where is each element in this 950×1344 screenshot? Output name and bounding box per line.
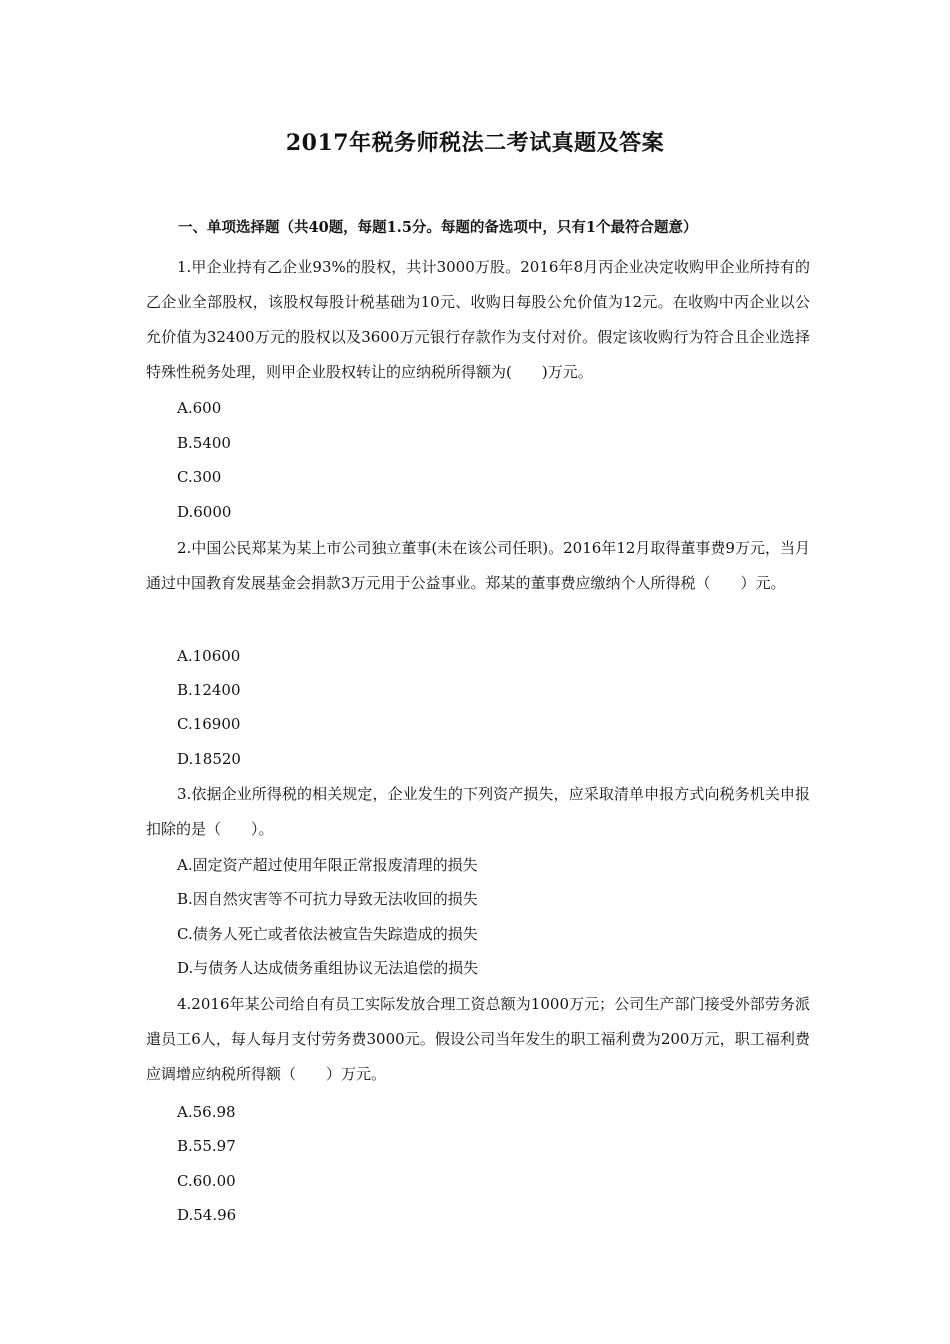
question-2-text: 2.中国公民郑某为某上市公司独立董事(未在该公司任职)。2016年12月取得董事费9万元，当月通过中国教育发展基金会捐款3万元用于公益事业。郑某的董事费应缴纳个人所得税（ ）元。 — [146, 539, 810, 592]
question-4-option-c: C.60.00 — [177, 1172, 236, 1190]
question-1-option-b: B.5400 — [177, 434, 231, 452]
question-1-option-a: A.600 — [177, 399, 222, 417]
question-text — [146, 987, 810, 1092]
question-2-option-b: B.12400 — [177, 681, 241, 699]
question-text — [146, 777, 810, 847]
question-text — [146, 531, 810, 601]
question-1-text: 1.甲企业持有乙企业93%的股权，共计3000万股。2016年8月丙企业决定收购甲企业所持有的乙企业全部股权，该股权每股计税基础为10元、收购日每股公允价值为12元。在收购中丙企业以公允价值为32400万元的股权以及3600万元银行存款作为支付对价。假定该收购行为符合且企业选择特殊性税务处理，则甲企业股权转让的应纳税所得额为( )万元。 — [146, 258, 810, 381]
question-4-option-b: B.55.97 — [177, 1137, 236, 1155]
question-3-option-d: D.与债务人达成债务重组协议无法追偿的损失 — [177, 959, 479, 977]
question-4-option-d: D.54.96 — [177, 1206, 237, 1224]
question-text — [146, 250, 810, 390]
question-4-text: 4.2016年某公司给自有员工实际发放合理工资总额为1000万元；公司生产部门接受外部劳务派遣员工6人，每人每月支付劳务费3000元。假设公司当年发生的职工福利费为200万元，职工福利费应调增应纳税所得额（ ）万元。 — [146, 995, 810, 1083]
question-2-option-c: C.16900 — [177, 715, 241, 733]
question-3-option-c: C.债务人死亡或者依法被宣告失踪造成的损失 — [177, 925, 478, 943]
question-4-option-a: A.56.98 — [177, 1103, 236, 1121]
question-2-option-a: A.10600 — [177, 647, 241, 665]
question-1-option-c: C.300 — [177, 468, 222, 486]
question-2-option-d: D.18520 — [177, 750, 241, 768]
document-title: 2017年税务师税法二考试真题及答案 — [285, 130, 665, 156]
question-3-text: 3.依据企业所得税的相关规定，企业发生的下列资产损失，应采取清单申报方式向税务机关申报扣除的是（ ）。 — [146, 785, 810, 838]
section-heading: 一、单项选择题（共40题，每题1.5分。每题的备选项中，只有1个最符合题意） — [178, 219, 698, 236]
question-1-option-d: D.6000 — [177, 503, 232, 521]
question-3-option-b: B.因自然灾害等不可抗力导致无法收回的损失 — [177, 890, 478, 908]
question-3-option-a: A.固定资产超过使用年限正常报废清理的损失 — [177, 856, 478, 874]
